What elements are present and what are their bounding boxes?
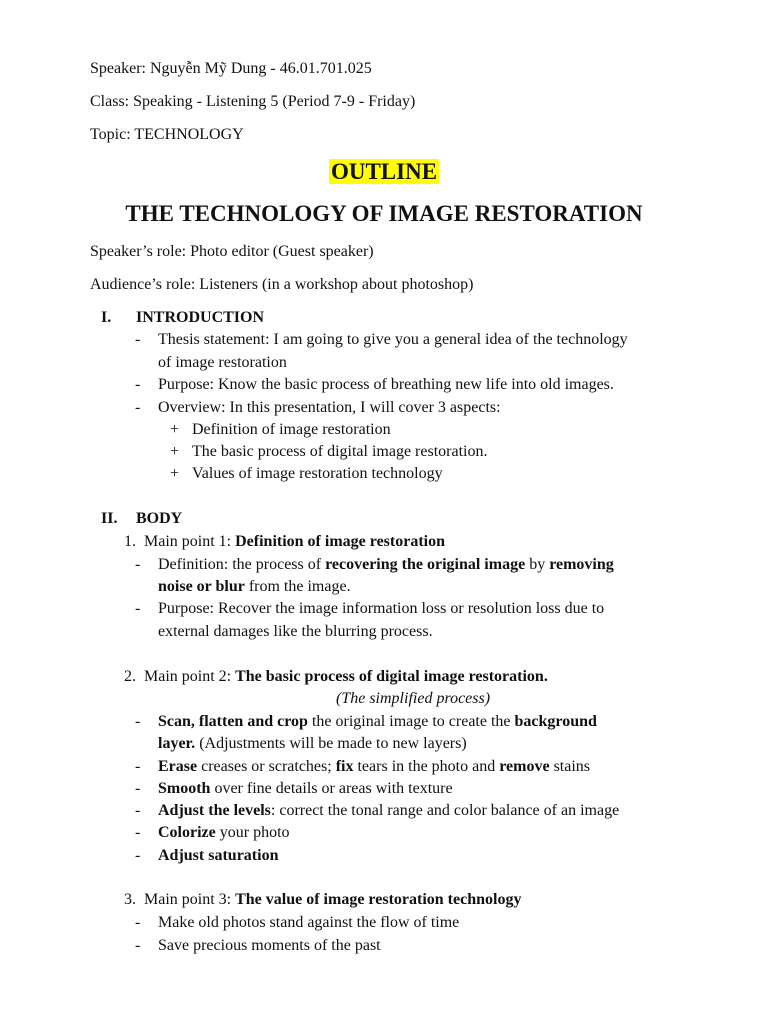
- intro-thesis-cont: of image restoration: [158, 354, 287, 371]
- step-scan-cont: layer. (Adjustments will be made to new layers): [158, 735, 467, 752]
- intro-numeral: I.: [101, 309, 112, 326]
- step-colorize: Colorize your photo: [158, 824, 290, 841]
- bullet-dash: -: [135, 937, 141, 954]
- mp1-purpose-cont: external damages like the blurring process.: [158, 623, 433, 640]
- bullet-dash: -: [135, 914, 141, 931]
- step-scan: Scan, flatten and crop the original image to create the background: [158, 713, 597, 730]
- topic-line: Topic: TECHNOLOGY: [90, 126, 244, 143]
- bullet-dash: -: [135, 780, 141, 797]
- main-point-3: 3. Main point 3: The value of image restoration technology: [124, 891, 522, 908]
- main-point-1: 1. Main point 1: Definition of image restoration: [124, 533, 445, 550]
- body-numeral: II.: [101, 510, 118, 527]
- intro-purpose: Purpose: Know the basic process of breathing new life into old images.: [158, 376, 614, 393]
- bullet-dash: -: [135, 331, 141, 348]
- outline-label: OUTLINE: [330, 159, 438, 184]
- aspect-item: Definition of image restoration: [192, 421, 391, 438]
- audience-role: Audience’s role: Listeners (in a workshop about photoshop): [90, 276, 474, 293]
- mp2-subtitle: (The simplified process): [336, 690, 491, 707]
- bullet-dash: -: [135, 399, 141, 416]
- aspect-item: The basic process of digital image restoration.: [192, 443, 488, 460]
- bullet-dash: -: [135, 600, 141, 617]
- speaker-role: Speaker’s role: Photo editor (Guest speaker): [90, 243, 374, 260]
- mp1-purpose: Purpose: Recover the image information loss or resolution loss due to: [158, 600, 605, 617]
- step-levels: Adjust the levels: correct the tonal range and color balance of an image: [158, 802, 620, 819]
- bullet-dash: -: [135, 556, 141, 573]
- class-line: Class: Speaking - Listening 5 (Period 7-9 - Friday): [90, 93, 416, 110]
- intro-thesis: Thesis statement: I am going to give you a general idea of the technology: [158, 331, 628, 348]
- intro-heading: INTRODUCTION: [136, 309, 265, 326]
- body-heading: BODY: [136, 510, 183, 527]
- bullet-plus: +: [170, 443, 180, 460]
- bullet-dash: -: [135, 847, 141, 864]
- bullet-dash: -: [135, 802, 141, 819]
- step-smooth: Smooth over fine details or areas with texture: [158, 780, 453, 797]
- step-erase: Erase creases or scratches; fix tears in the photo and remove stains: [158, 758, 591, 775]
- bullet-plus: +: [170, 421, 180, 438]
- bullet-dash: -: [135, 758, 141, 775]
- value-item: Make old photos stand against the flow of time: [158, 914, 460, 931]
- bullet-dash: -: [135, 376, 141, 393]
- value-item: Save precious moments of the past: [158, 937, 381, 954]
- bullet-dash: -: [135, 713, 141, 730]
- speaker-line: Speaker: Nguyễn Mỹ Dung - 46.01.701.025: [90, 60, 372, 77]
- bullet-plus: +: [170, 465, 180, 482]
- mp1-definition: Definition: the process of recovering the original image by removing: [158, 556, 614, 573]
- main-point-2: 2. Main point 2: The basic process of digital image restoration.: [124, 668, 548, 685]
- step-saturation: Adjust saturation: [158, 847, 279, 864]
- outline-heading: [0, 158, 768, 186]
- intro-overview: Overview: In this presentation, I will cover 3 aspects:: [158, 399, 501, 416]
- document-title: THE TECHNOLOGY OF IMAGE RESTORATION: [125, 201, 643, 226]
- mp1-definition-cont: noise or blur from the image.: [158, 578, 351, 595]
- aspect-item: Values of image restoration technology: [192, 465, 443, 482]
- bullet-dash: -: [135, 824, 141, 841]
